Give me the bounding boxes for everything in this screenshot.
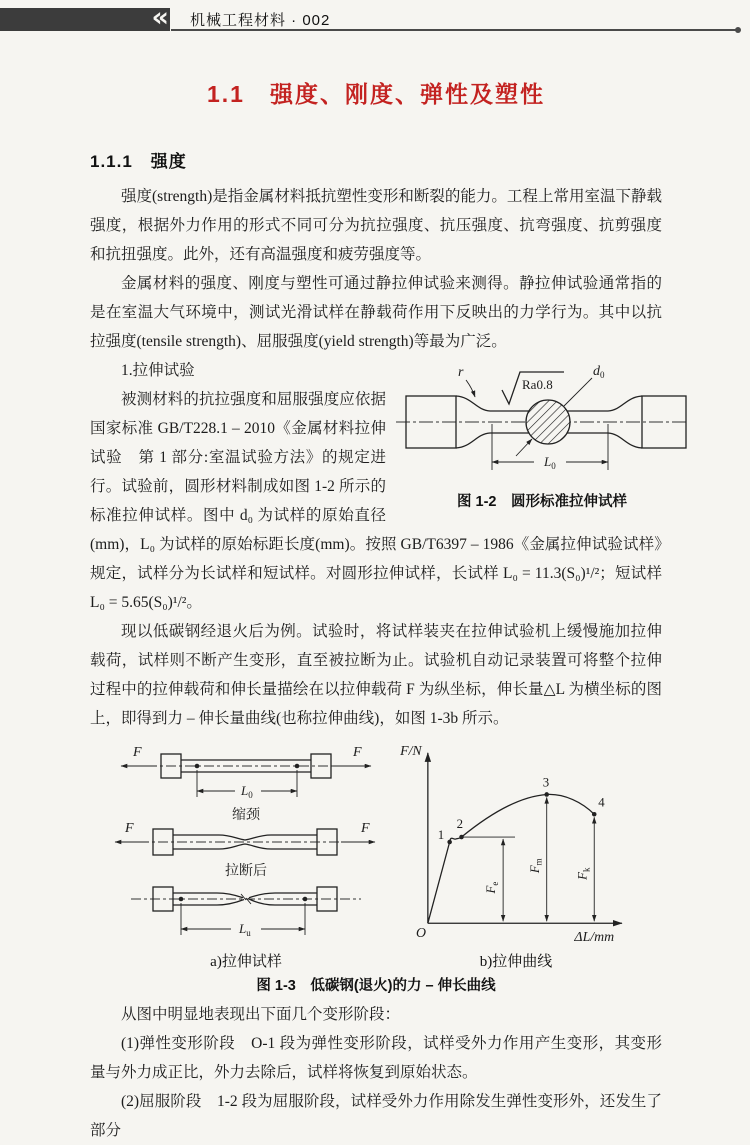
figure-1-3a xyxy=(113,739,379,971)
force-label: F xyxy=(353,745,362,760)
force-label: F xyxy=(133,745,142,760)
Lu-label: $L_u$ xyxy=(239,921,251,938)
point-4 xyxy=(592,812,597,817)
necked-bottom-edge xyxy=(173,844,317,849)
paragraph-strength-def: 强度(strength)是指金属材料抵抗塑性变形和断裂的能力。工程上常用室温下静载强度，根据外力作用的形式不同可分为抗拉强度、抗压强度、抗弯强度、抗剪强度和抗扭强度。此外，还有高温强度和疲劳强度等。 xyxy=(90,188,662,263)
figure-1-2-caption: 图 1-2 圆形标准拉伸试样 xyxy=(457,494,627,510)
fig13a-specimens-drawing xyxy=(113,739,379,945)
point-4-label: 4 xyxy=(598,795,605,810)
point-1 xyxy=(447,840,452,845)
page-title: 1.1 强度、刚度、弹性及塑性 xyxy=(207,81,545,107)
roughness-label: Ra0.8 xyxy=(522,377,553,392)
subsection-heading: 1.1.1 强度 xyxy=(90,152,187,171)
d0-label: $d_0$ xyxy=(593,364,605,380)
fractured-label: 拉断后 xyxy=(225,864,267,879)
force-label: F xyxy=(125,821,134,836)
paragraph-elastic-stage: (1)弹性变形阶段 O-1 段为弹性变形阶段，试样受外力作用产生变形，其变形量与外力成正比，外力去除后，试样将恢复到原始状态。 xyxy=(90,1035,662,1081)
figure-1-2 xyxy=(396,358,688,511)
figure-1-3a-caption: a)拉伸试样 xyxy=(210,954,282,970)
fracture-right-top xyxy=(249,893,317,898)
list-heading-tensile-test: 1.拉伸试验 xyxy=(121,362,195,379)
point-2-label: 2 xyxy=(456,817,464,832)
y-axis-label: F/N xyxy=(400,742,422,758)
paragraph-static-tension: 金属材料的强度、刚度与塑性可通过静拉伸试验来测得。静拉伸试验通常指的是在室温大气环境中，测试光滑试样在静载荷作用下反映出的力学行为。其中以抗拉强度(tensile strength)、屈服强度(yield strength)等最为广泛。 xyxy=(90,275,662,350)
L0-label: $L_0$ xyxy=(241,783,253,800)
paragraph-standards: 被测材料的抗拉强度和屈服强度应依据国家标准 GB/T228.1 – 2010《金属材料拉伸试验 第 1 部分:室温试验方法》的规定进行。试验前，圆形材料制成如图 1-2 所示的标准拉伸试样。图中 d₀ 为试样的原始直径(mm)，L₀ 为试样的原始标距长度(mm)。按照 GB/T6397 – 1986《金属拉伸试验试样》规定，试样分为长试样和短试样。对圆形拉伸试样，长试样 L₀ = 11.3(S₀)¹/²；短试样 L₀ = 5.65(S₀)¹/²。 xyxy=(90,391,662,611)
d0-leader-arrow xyxy=(516,439,532,456)
page-header xyxy=(0,0,750,34)
d0-leader xyxy=(564,378,592,406)
running-head: 机械工程材料 · 002 xyxy=(190,12,331,29)
fig13b-curve-chart xyxy=(393,739,639,945)
figure-1-3b-caption: b)拉伸曲线 xyxy=(479,954,553,970)
necking-label: 缩颈 xyxy=(232,808,260,823)
Fk-label: $F_k$ xyxy=(575,867,592,880)
paragraph-stages-intro: 从图中明显地表现出下面几个变形阶段： xyxy=(121,1006,401,1023)
chevron-left-icon: « xyxy=(151,2,166,33)
fracture-left-top xyxy=(173,893,243,898)
gauge-mark xyxy=(195,764,200,769)
gauge-mark xyxy=(179,897,184,902)
gauge-mark xyxy=(303,897,308,902)
x-axis-label: ΔL/mm xyxy=(574,929,615,945)
point-1-label: 1 xyxy=(437,828,445,843)
point-2 xyxy=(459,835,464,840)
header-accent-bar xyxy=(0,2,170,33)
r-leader xyxy=(466,380,475,397)
force-label: F xyxy=(361,821,370,836)
fracture-left-bottom xyxy=(173,900,244,906)
tension-curve xyxy=(428,794,594,923)
gauge-mark xyxy=(295,764,300,769)
figure-1-3 xyxy=(90,739,662,995)
necked-top-edge xyxy=(173,835,317,840)
L0-label: $L_0$ xyxy=(544,454,556,471)
paragraph-low-carbon-steel: 现以低碳钢经退火后为例。试验时，将试样装夹在拉伸试验机上缓慢施加拉伸载荷，试样则不断产生变形，直至被拉断为止。试验机自动记录装置可将整个拉伸过程中的拉伸载荷和伸长量描绘在以拉伸载荷 F 为纵坐标，伸长量△L 为横坐标的图上，即得到力 – 伸长量曲线(也称拉伸曲线)，如图 1-3b 所示。 xyxy=(90,623,662,727)
r-label: r xyxy=(458,365,464,380)
page-content xyxy=(0,76,750,1145)
figure-1-3-caption: 图 1-3 低碳钢(退火)的力 – 伸长曲线 xyxy=(256,978,496,994)
paragraph-yield-stage: (2)屈服阶段 1-2 段为屈服阶段，试样受外力作用除发生弹性变形外，还发生了部分 xyxy=(90,1093,662,1139)
Fm-label: $F_m$ xyxy=(527,858,544,874)
point-3-label: 3 xyxy=(542,775,550,790)
origin-label: O xyxy=(415,925,426,941)
fig12-specimen-drawing xyxy=(396,358,688,488)
section-circle xyxy=(526,400,570,444)
figure-1-3b xyxy=(393,739,639,971)
Fe-label: $F_e$ xyxy=(484,881,501,894)
point-3 xyxy=(544,792,549,797)
